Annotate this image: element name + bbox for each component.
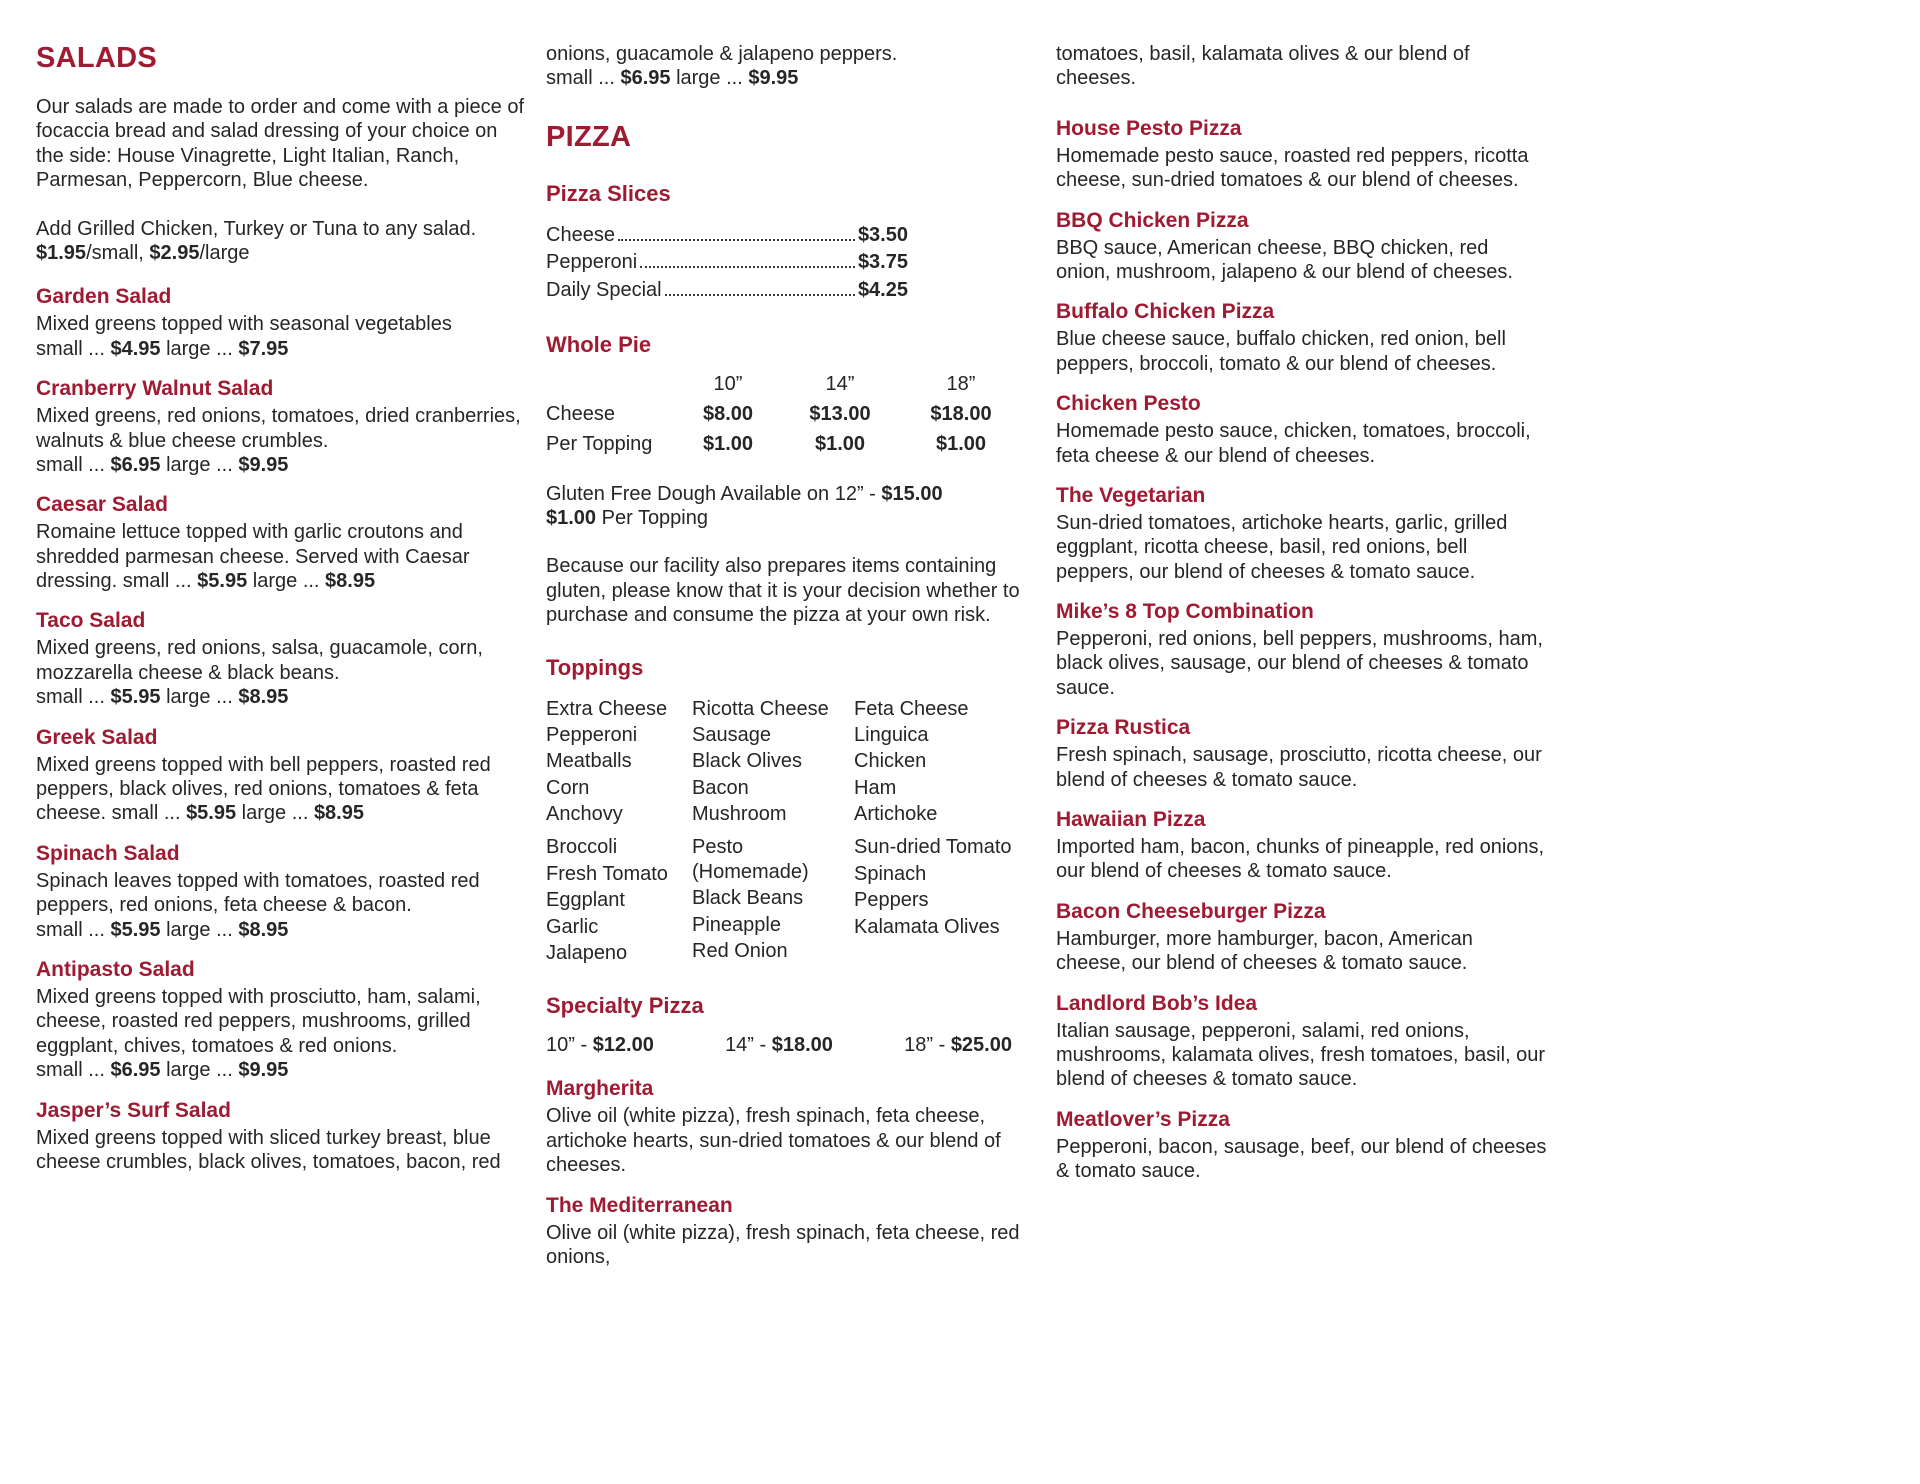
item-desc: Blue cheese sauce, buffalo chicken, red onion, bell peppers, broccoli, tomato & our blend of cheeses. [1056,328,1506,375]
pie-size-header: 10” [713,372,743,395]
item-desc: Pepperoni, red onions, bell peppers, mushrooms, ham, black olives, sausage, our blend of cheeses & tomato sauce. [1056,628,1543,699]
topping: Bacon [692,776,749,799]
item-desc: Mixed greens topped with sliced turkey breast, blue cheese crumbles, black olives, tomatoes, bacon, red [36,1126,501,1173]
item-name: BBQ Chicken Pizza [1056,208,1249,232]
topping: Peppers [854,889,929,912]
pizza-slices-title: Pizza Slices [546,180,671,206]
topping: Black Olives [692,750,803,773]
menu-item-taco-salad [36,609,528,709]
pie-row-label: Per Topping [546,432,653,455]
slice-name: Pepperoni [546,251,638,274]
topping: Garlic [546,915,599,938]
menu-item-landlord-bobs-idea [1056,992,1548,1092]
item-name: Buffalo Chicken Pizza [1056,300,1275,324]
specialty-pizza-title: Specialty Pizza [546,993,704,1019]
topping: Sun-dried Tomato [854,836,1012,859]
menu-item-antipasto-salad [36,958,528,1083]
menu-item-mikes-8-top-combination [1056,600,1548,700]
menu-item-margherita [546,1077,1038,1177]
pie-table-corner [546,373,678,396]
topping: Red Onion [692,940,788,963]
item-name: The Mediterranean [546,1193,733,1217]
menu-item-hawaiian-pizza [1056,808,1548,884]
item-desc: Mixed greens, red onions, tomatoes, dried cranberries, walnuts & blue cheese crumbles. small ... $6.95 large ... $9.95 [36,405,521,476]
mediterranean-desc-continued: tomatoes, basil, kalamata olives & our blend of cheeses. [1056,43,1470,90]
pie-size-header: 18” [946,372,976,395]
item-name: Margherita [546,1077,654,1101]
item-desc: Fresh spinach, sausage, prosciutto, ricotta cheese, our blend of cheeses & tomato sauce. [1056,744,1542,791]
menu-item-buffalo-chicken-pizza [1056,300,1548,376]
dot-leader [618,239,855,241]
slice-row-cheese [546,222,908,250]
item-desc: Pepperoni, bacon, sausage, beef, our blend of cheeses & tomato sauce. [1056,1135,1547,1183]
item-name: Greek Salad [36,725,158,749]
salads-intro: Our salads are made to order and come with a piece of focaccia bread and salad dressing of your choice on the side: House Vinagrette, Light Italian, Ranch, Parmesan, Peppercorn, Blue cheese. [36,96,525,192]
item-desc: Mixed greens topped with prosciutto, ham, salami, cheese, roasted red peppers, mushrooms, grilled eggplant, chives, tomatoes & red onions. small ... $6.95 large ... $9.95 [36,985,481,1082]
item-name: Caesar Salad [36,493,168,517]
topping: Corn [546,776,590,799]
gluten-free-note: Gluten Free Dough Available on 12” - $15.00 $1.00 Per Topping [546,482,943,529]
whole-pie-table [546,373,1020,456]
menu-item-house-pesto-pizza [1056,117,1548,193]
menu-item-the-vegetarian [1056,484,1548,584]
column-pizza [546,42,1038,1269]
item-name: Mike’s 8 Top Combination [1056,600,1314,624]
toppings-column-3 [854,834,1038,966]
item-desc: Olive oil (white pizza), fresh spinach, feta cheese, red onions, [546,1221,1020,1268]
topping: Ham [854,776,897,799]
toppings-column-2 [692,834,854,966]
item-desc: Homemade pesto sauce, chicken, tomatoes, broccoli, feta cheese & our blend of cheeses. [1056,420,1531,467]
salads-add-protein-note: Add Grilled Chicken, Turkey or Tuna to any salad. $1.95/small, $2.95/large [36,217,477,264]
salads-title: SALADS [36,42,158,74]
topping: Pepperoni [546,723,638,746]
menu-item-garden-salad [36,285,528,361]
slice-name: Daily Special [546,278,662,301]
pie-price: $8.00 [702,402,754,425]
pie-price: $13.00 [809,402,871,425]
item-name: Hawaiian Pizza [1056,808,1206,832]
item-desc: Mixed greens topped with seasonal vegetables small ... $4.95 large ... $7.95 [36,313,452,360]
item-desc: Italian sausage, pepperoni, salami, red onions, mushrooms, kalamata olives, fresh tomatoes, basil, our blend of cheeses & tomato sauce. [1056,1019,1546,1091]
item-name: Garden Salad [36,285,172,309]
item-name: Landlord Bob’s Idea [1056,991,1258,1015]
item-name: Chicken Pesto [1056,392,1201,416]
slice-row-pepperoni [546,249,908,277]
topping: Feta Cheese [854,697,969,720]
menu-item-jaspers-surf-salad [36,1099,528,1175]
item-name: Pizza Rustica [1056,716,1191,740]
item-desc: Mixed greens topped with bell peppers, roasted red peppers, black olives, red onions, tomatoes & feta cheese. small ... $5.95 large ... $8.95 [36,753,491,825]
size-price: 14” - $18.00 [725,1034,833,1057]
pie-price: $1.00 [814,432,866,455]
item-desc: Homemade pesto sauce, roasted red peppers, ricotta cheese, sun-dried tomatoes & our blend of cheeses. [1056,144,1529,192]
topping: Spinach [854,862,927,885]
pizza-title: PIZZA [546,120,632,153]
topping: Kalamata Olives [854,915,1000,938]
menu-item-meatlovers-pizza [1056,1108,1548,1184]
toppings-column-3 [854,696,1038,828]
dot-leader [665,294,855,296]
menu-item-spinach-salad [36,842,528,942]
slice-price: $3.50 [857,223,908,246]
toppings-title: Toppings [546,654,644,680]
topping: Mushroom [692,803,787,826]
item-name: Cranberry Walnut Salad [36,377,274,401]
item-desc: Spinach leaves topped with tomatoes, roasted red peppers, red onions, feta cheese & bacon. small ... $5.95 large ... $8.95 [36,869,480,941]
whole-pie-title: Whole Pie [546,331,652,357]
menu-item-greek-salad [36,726,528,826]
item-desc: Olive oil (white pizza), fresh spinach, feta cheese, artichoke hearts, sun-dried tomatoes & our blend of cheeses. [546,1105,1001,1177]
item-desc: Mixed greens, red onions, salsa, guacamole, corn, mozzarella cheese & black beans. small ... $5.95 large ... $8.95 [36,637,483,709]
topping: Artichoke [854,803,938,826]
item-name: The Vegetarian [1056,483,1206,507]
toppings-column-2 [692,696,854,828]
topping: Ricotta Cheese [692,697,829,720]
item-desc: Romaine lettuce topped with garlic croutons and shredded parmesan cheese. Served with Caesar dressing. small ... $5.95 large ... $8.95 [36,521,470,593]
item-name: Meatlover’s Pizza [1056,1107,1230,1131]
slice-price: $3.75 [857,251,908,274]
item-name: House Pesto Pizza [1056,116,1242,140]
item-name: Antipasto Salad [36,957,195,981]
gluten-disclaimer: Because our facility also prepares items containing gluten, please know that it is your decision whether to purchase and consume the pizza at your own risk. [546,555,1020,627]
topping: Meatballs [546,750,632,773]
slice-row-daily-special [546,277,908,305]
specialty-sizes-prices [546,1034,1012,1057]
topping: Linguica [854,723,929,746]
topping: Fresh Tomato [546,862,668,885]
item-name: Bacon Cheeseburger Pizza [1056,899,1326,923]
size-price: 18” - $25.00 [904,1034,1012,1057]
item-name: Spinach Salad [36,841,180,865]
jaspers-surf-salad-continued: onions, guacamole & jalapeno peppers. small ... $6.95 large ... $9.95 [546,43,898,90]
item-desc: Sun-dried tomatoes, artichoke hearts, garlic, grilled eggplant, ricotta cheese, basil, red onions, bell peppers, our blend of cheeses & tomato sauce. [1056,511,1508,583]
topping: Anchovy [546,803,623,826]
pie-row-label: Cheese [546,402,615,425]
pie-size-header: 14” [825,372,855,395]
toppings-group-2 [546,834,1038,966]
item-desc: Hamburger, more hamburger, bacon, American cheese, our blend of cheeses & tomato sauce. [1056,927,1473,975]
topping: Jalapeno [546,942,628,965]
item-desc: Imported ham, bacon, chunks of pineapple, red onions, our blend of cheeses & tomato sauce. [1056,836,1545,883]
slice-price: $4.25 [857,278,908,301]
toppings-column-1 [546,696,692,828]
pie-price: $1.00 [702,432,754,455]
topping: Sausage [692,723,771,746]
column-specialty [1056,42,1548,1184]
menu-item-bbq-chicken-pizza [1056,209,1548,285]
topping: Black Beans [692,887,804,910]
menu-page [36,42,1920,1269]
pizza-slices-list [546,222,908,305]
pie-price: $18.00 [930,402,992,425]
toppings-group-1 [546,696,1038,828]
column-salads [36,42,528,1174]
menu-item-cranberry-walnut-salad [36,377,528,477]
topping: Pesto (Homemade) [692,836,809,883]
item-name: Taco Salad [36,609,146,633]
menu-item-chicken-pesto [1056,392,1548,468]
menu-item-the-mediterranean [546,1194,1038,1270]
topping: Chicken [854,750,927,773]
topping: Broccoli [546,836,618,859]
topping: Extra Cheese [546,697,668,720]
menu-item-caesar-salad [36,493,528,593]
size-price: 10” - $12.00 [546,1034,654,1057]
dot-leader [640,266,855,268]
topping: Pineapple [692,913,781,936]
pie-price: $1.00 [935,432,987,455]
menu-item-bacon-cheeseburger-pizza [1056,900,1548,976]
toppings-column-1 [546,834,692,966]
topping: Eggplant [546,889,625,912]
item-name: Jasper’s Surf Salad [36,1098,231,1122]
slice-name: Cheese [546,223,615,246]
menu-item-pizza-rustica [1056,716,1548,792]
item-desc: BBQ sauce, American cheese, BBQ chicken, red onion, mushroom, jalapeno & our blend of cheeses. [1056,236,1513,283]
